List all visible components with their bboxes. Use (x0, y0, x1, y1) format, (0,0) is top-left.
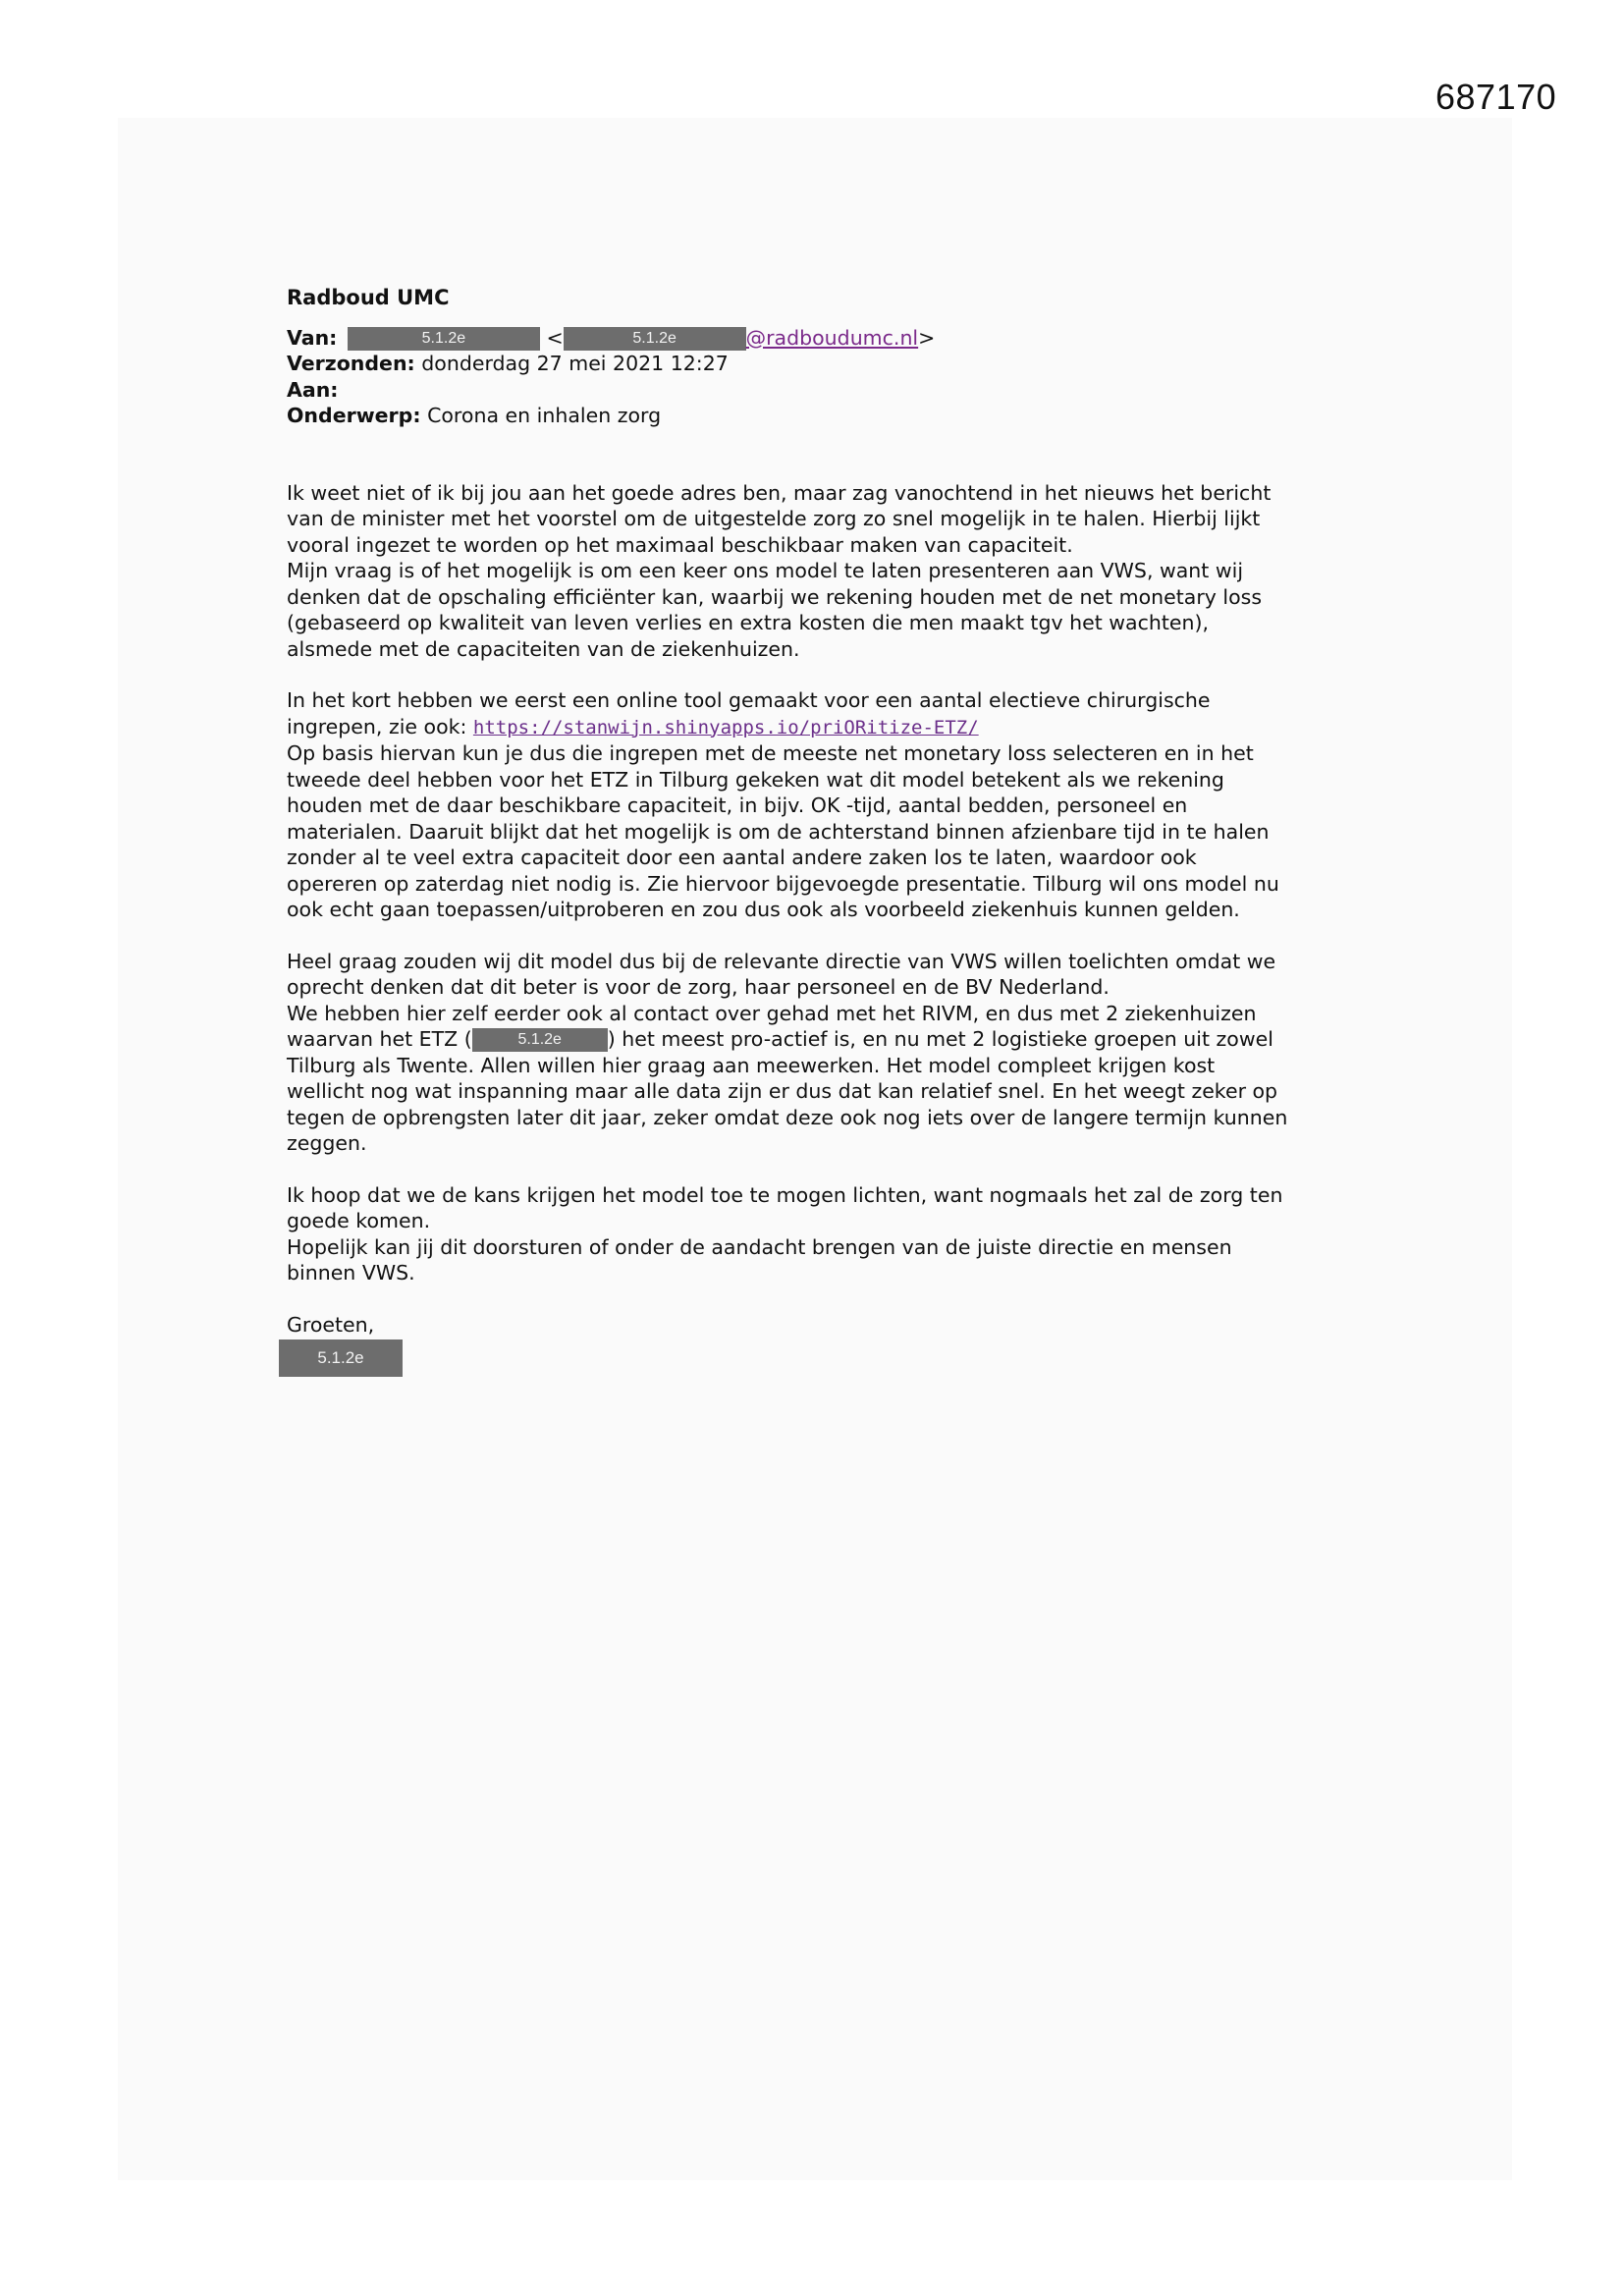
body-line: Heel graag zouden wij dit model dus bij de relevante directie van VWS willen toelichten omdat we (287, 949, 1276, 973)
prioritize-tool-link[interactable]: https://stanwijn.shinyapps.io/priORitize-ETZ/ (472, 716, 979, 738)
redacted-sender-name: 5.1.2e (348, 327, 540, 351)
body-line: Op basis hiervan kun je dus die ingrepen met de meeste net monetary loss selecteren en in het (287, 741, 1254, 765)
to-label: Aan: (287, 377, 339, 402)
paragraph-1 (287, 480, 1367, 663)
body-line: (gebaseerd op kwaliteit van leven verlies en extra kosten die men maakt tgv het wachten), (287, 611, 1210, 634)
closing-greeting: Groeten, (287, 1312, 375, 1337)
body-line: goede komen. (287, 1209, 431, 1232)
subject-label: Onderwerp: (287, 404, 421, 427)
body-line: Hopelijk kan jij dit doorsturen of onder de aandacht brengen van de juiste directie en mensen (287, 1234, 1232, 1259)
body-line: van de minister met het voorstel om de uitgestelde zorg zo snel mogelijk in te halen. Hierbij lijkt (287, 507, 1261, 530)
subject-value: Corona en inhalen zorg (427, 404, 662, 427)
sender-domain-link[interactable]: @radboudumc.nl (745, 325, 919, 350)
body-line: Ik weet niet of ik bij jou aan het goede adres ben, maar zag vanochtend in het nieuws het bericht (287, 480, 1272, 505)
body-line: binnen VWS. (287, 1261, 415, 1285)
body-line: Ik hoop dat we de kans krijgen het model toe te mogen lichten, want nogmaals het zal de zorg ten (287, 1182, 1283, 1207)
body-line: In het kort hebben we eerst een online tool gemaakt voor een aantal electieve chirurgische (287, 688, 1211, 712)
email-body (287, 480, 1367, 1378)
body-line: alsmede met de capaciteiten van de ziekenhuizen. (287, 636, 800, 661)
body-line-with-redaction: waarvan het ETZ ( 5.1.2e ) het meest pro-actief is, en nu met 2 logistieke groepen uit zowel (287, 1027, 1273, 1051)
redacted-etz-contact: 5.1.2e (472, 1028, 608, 1052)
sent-label: Verzonden: (287, 352, 415, 375)
body-line: materialen. Daaruit blijkt dat het mogelijk is om de achterstand binnen afzienbare tijd in te halen (287, 819, 1270, 844)
body-line-with-link: ingrepen, zie ook: https://stanwijn.shinyapps.io/priORitize-ETZ/ (287, 714, 979, 738)
redacted-signature: 5.1.2e (279, 1339, 403, 1377)
body-line: tweede deel hebben voor het ETZ in Tilburg gekeken wat dit model betekent als we rekening (287, 767, 1224, 792)
from-label: Van: (287, 325, 338, 350)
email-message (287, 285, 1367, 1377)
paragraph-4 (287, 1182, 1367, 1286)
body-line: opereren op zaterdag niet nodig is. Zie hiervoor bijgevoegde presentatie. Tilburg wil ons model nu (287, 871, 1279, 896)
body-line: wellicht nog wat inspanning maar alle data zijn er dus dat kan relatief snel. En het weegt zeker op (287, 1079, 1278, 1103)
body-line: Mijn vraag is of het mogelijk is om een keer ons model te laten presenteren aan VWS, want wij (287, 559, 1244, 582)
document-number: 687170 (1435, 77, 1557, 117)
from-line: Van: 5.1.2e < 5.1.2e @radboudumc.nl> (287, 325, 936, 350)
body-line: We hebben hier zelf eerder ook al contact over gehad met het RIVM, en dus met 2 ziekenhuizen (287, 1001, 1257, 1025)
body-line: zeggen. (287, 1131, 367, 1155)
sent-value: donderdag 27 mei 2021 12:27 (421, 352, 729, 375)
to-line (287, 377, 1367, 404)
sent-line (287, 351, 1367, 377)
body-line: vooral ingezet te worden op het maximaal beschikbaar maken van capaciteit. (287, 532, 1073, 557)
subject-line (287, 403, 1367, 429)
body-line: oprecht denken dat dit beter is voor de zorg, haar personeel en de BV Nederland. (287, 975, 1110, 999)
body-line: denken dat de opschaling efficiënter kan, waarbij we rekening houden met de net monetary loss (287, 584, 1262, 609)
closing (287, 1312, 1367, 1378)
redacted-sender-address: 5.1.2e (564, 327, 746, 351)
body-line: Tilburg als Twente. Allen willen hier graag aan meewerken. Het model compleet krijgen kost (287, 1053, 1216, 1077)
organization-heading: Radboud UMC (287, 286, 450, 309)
body-line: houden met de daar beschikbare capaciteit, in bijv. OK -tijd, aantal bedden, personeel en (287, 793, 1188, 817)
body-line: zonder al te veel extra capaciteit door een aantal andere zaken los te laten, waardoor ook (287, 846, 1197, 869)
paragraph-2 (287, 687, 1367, 923)
body-line: ook echt gaan toepassen/uitproberen en zou dus ook als voorbeeld ziekenhuis kunnen gelden. (287, 898, 1240, 921)
paragraph-3 (287, 949, 1367, 1157)
body-line: tegen de opbrengsten later dit jaar, zeker omdat deze ook nog iets over de langere termijn kunnen (287, 1105, 1288, 1129)
